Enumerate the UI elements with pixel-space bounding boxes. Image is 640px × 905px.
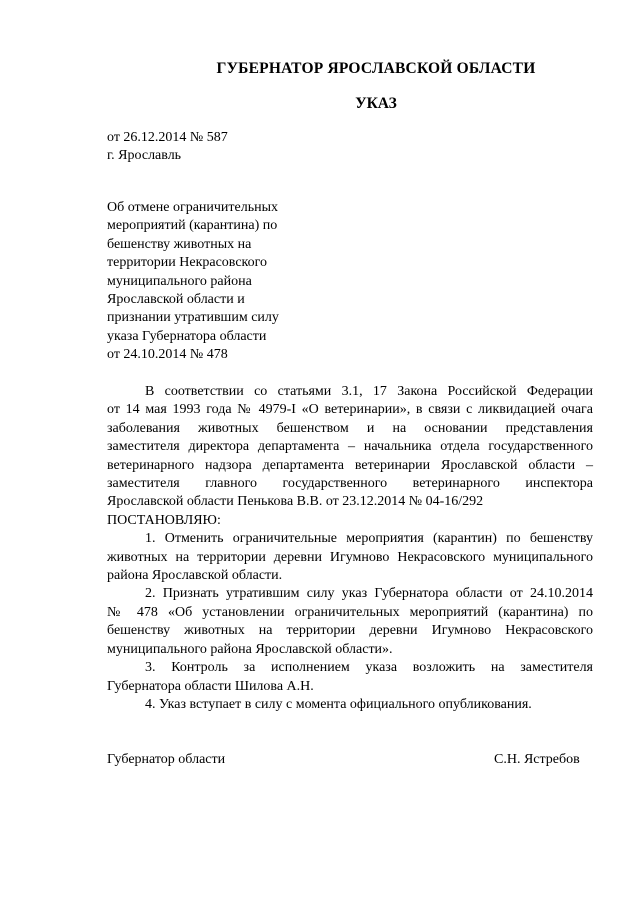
item-line: Губернатора области Шилова А.Н. bbox=[107, 678, 314, 694]
document-type: УКАЗ bbox=[355, 95, 397, 112]
subject-line: Об отмене ограничительных bbox=[107, 200, 279, 215]
subject-line: территории Некрасовского bbox=[107, 255, 268, 271]
signature-position: Губернатор области bbox=[107, 752, 226, 767]
preamble-line: ветеринарного надзора департамента ветеринарии Ярославской области – bbox=[107, 457, 593, 473]
subject-line: признании утратившим силу bbox=[107, 310, 279, 326]
subject-line: мероприятий (карантина) по bbox=[107, 218, 278, 234]
document-date-number: от 26.12.2014 № 587 bbox=[107, 130, 228, 145]
document-subject bbox=[107, 199, 297, 365]
preamble-line: заместителя директора департамента – начальника отдела государственного bbox=[107, 439, 593, 455]
item-line: района Ярославской области. bbox=[107, 568, 283, 584]
subject-line: указа Губернатора области bbox=[107, 328, 267, 344]
item-line: 1. Отменить ограничительные мероприятия (карантин) по бешенству bbox=[145, 531, 593, 547]
item-line: 3. Контроль за исполнением указа возложить на заместителя bbox=[145, 660, 593, 676]
decree-word: ПОСТАНОВЛЯЮ: bbox=[107, 512, 221, 528]
preamble-line: Ярославской области Пенькова В.В. от 23.12.2014 № 04-16/292 bbox=[107, 494, 484, 510]
subject-line: Ярославской области и bbox=[107, 292, 245, 308]
item-line: 4. Указ вступает в силу с момента официального опубликования. bbox=[145, 696, 532, 712]
item-line: животных на территории деревни Игумново Некрасовского муниципального bbox=[107, 549, 593, 565]
preamble-line: В соответствии со статьями 3.1, 17 Закона Российской Федерации bbox=[145, 384, 593, 399]
subject-line: бешенству животных на bbox=[107, 236, 252, 252]
document-city: г. Ярославль bbox=[107, 148, 182, 163]
item-line: № 478 «Об установлении ограничительных мероприятий (карантина) по bbox=[107, 604, 593, 620]
document-body bbox=[107, 383, 593, 714]
item-line: 2. Признать утратившим силу указ Губернатора области от 24.10.2014 bbox=[145, 586, 593, 602]
preamble-line: заболевания животных бешенством и на основании представления bbox=[107, 420, 593, 436]
signature-name: С.Н. Ястребов bbox=[494, 752, 580, 767]
item-line: муниципального района Ярославской области». bbox=[107, 641, 393, 657]
preamble-line: заместителя главного государственного ветеринарного инспектора bbox=[107, 476, 593, 492]
document-authority: ГУБЕРНАТОР ЯРОСЛАВСКОЙ ОБЛАСТИ bbox=[216, 60, 536, 77]
item-line: бешенству животных на территории деревни Игумново Некрасовского bbox=[107, 623, 593, 639]
subject-line: от 24.10.2014 № 478 bbox=[107, 347, 228, 363]
subject-line: муниципального района bbox=[107, 273, 252, 289]
preamble-line: от 14 мая 1993 года № 4979-I «О ветеринарии», в связи с ликвидацией очага bbox=[107, 402, 593, 418]
